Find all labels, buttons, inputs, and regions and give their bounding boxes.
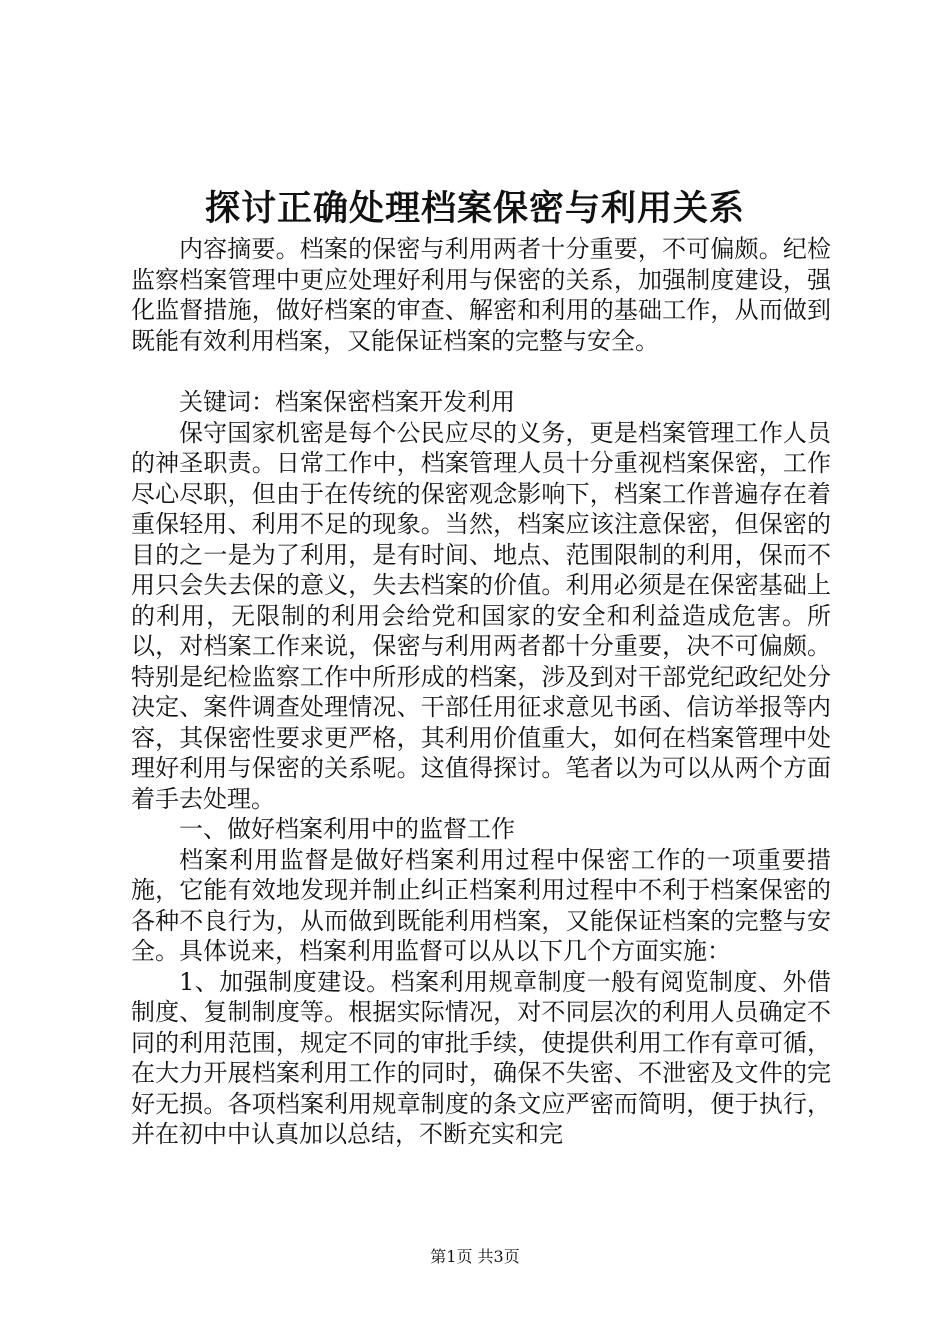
paragraph-spacer bbox=[131, 356, 831, 387]
keywords-paragraph: 关键词：档案保密档案开发利用 bbox=[179, 388, 515, 416]
document-title: 探讨正确处理档案保密与利用关系 bbox=[204, 188, 745, 229]
section-heading: 一、做好档案利用中的监督工作 bbox=[179, 815, 515, 843]
item-paragraph: 1、加强制度建设。档案利用规章制度一般有阅览制度、外借制度、复制制度等。根据实际情况，对不同层次的利用人员确定不同的利用范围，规定不同的审批手续，使提供利用工作有章可循，在大力开展档案利用工作的同时，确保不失密、不泄密及文件的完好无损。各项档案利用规章制度的条文应严密而简明，便于执行，并在初中中认真加以总结，不断充实和完 bbox=[131, 967, 831, 1148]
page-footer: 第1页 共3页 bbox=[430, 1247, 520, 1266]
intro-paragraph: 保守国家机密是每个公民应尽的义务，更是档案管理工作人员的神圣职责。日常工作中，档案管理人员十分重视档案保密，工作尽心尽职，但由于在传统的保密观念影响下，档案工作普遍存在着重保轻用、利用不足的现象。当然，档案应该注意保密，但保密的目的之一是为了利用，是有时间、地点、范围限制的利用，保而不用只会失去保的意义，失去档案的价值。利用必须是在保密基础上的利用，无限制的利用会给党和国家的安全和利益造成危害。所以，对档案工作来说，保密与利用两者都十分重要，决不可偏颇。特别是纪检监察工作中所形成的档案，涉及到对干部党纪政纪处分决定、案件调查处理情况、干部任用征求意见书函、信访举报等内容，其保密性要求更严格，其利用价值重大，如何在档案管理中处理好利用与保密的关系呢。这值得探讨。笔者以为可以从两个方面着手去处理。 bbox=[131, 418, 831, 813]
document-body bbox=[131, 234, 831, 1150]
abstract-paragraph: 内容摘要。档案的保密与利用两者十分重要，不可偏颇。纪检监察档案管理中更应处理好利用与保密的关系，加强制度建设，强化监督措施，做好档案的审查、解密和利用的基础工作，从而做到既能有效利用档案，又能保证档案的完整与安全。 bbox=[131, 235, 831, 355]
section-paragraph: 档案利用监督是做好档案利用过程中保密工作的一项重要措施，它能有效地发现并制止纠正档案利用过程中不利于档案保密的各种不良行为，从而做到既能利用档案，又能保证档案的完整与安全。具体说来，档案利用监督可以从以下几个方面实施： bbox=[131, 845, 831, 965]
